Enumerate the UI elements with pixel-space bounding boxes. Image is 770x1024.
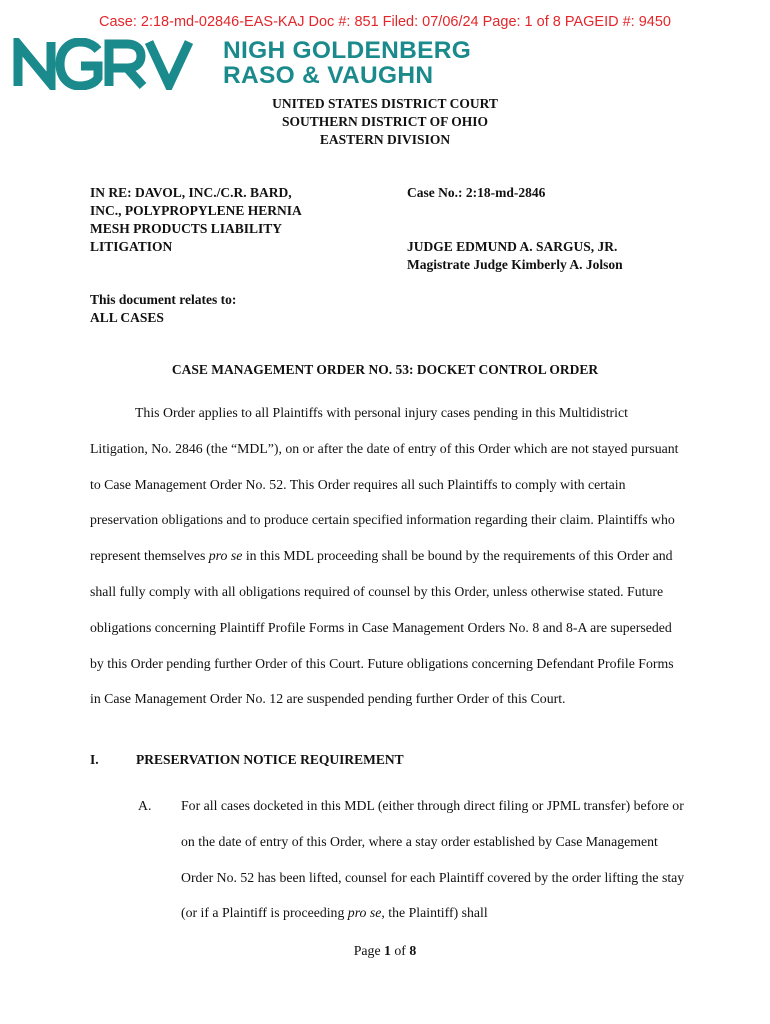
case-number: Case No.: 2:18-md-2846 [407, 185, 546, 200]
firm-name [223, 38, 471, 88]
page-of: of [390, 943, 410, 958]
caption-line: IN RE: DAVOL, INC./C.R. BARD, [90, 185, 292, 200]
section-number: I. [90, 752, 99, 767]
order-title [0, 362, 770, 378]
page-number: 1 [384, 943, 391, 958]
firm-name-line-1: NIGH GOLDENBERG [223, 37, 472, 64]
case-header-stamp: Case: 2:18-md-02846-EAS-KAJ Doc #: 851 Filed: 07/06/24 Page: 1 of 8 PAGEID #: 9450 [98, 14, 671, 30]
relates-value: ALL CASES [90, 310, 164, 325]
firm-logo [13, 38, 513, 90]
order-title-text: CASE MANAGEMENT ORDER NO. 53: DOCKET CONTROL ORDER [171, 362, 599, 377]
page-prefix: Page [353, 943, 385, 958]
document-relates-to [90, 291, 236, 327]
pro-se-term: pro se [347, 905, 382, 921]
magistrate-judge-name: Magistrate Judge Kimberly A. Jolson [407, 257, 623, 272]
intro-paragraph [90, 395, 685, 717]
paragraph-a-part-2: , the Plaintiff) shall [381, 905, 488, 921]
page-footer [0, 943, 770, 959]
paragraph-label: A. [138, 798, 152, 813]
pro-se-term: pro se [208, 548, 243, 564]
caption-line: MESH PRODUCTS LIABILITY [90, 221, 283, 236]
court-line-1: UNITED STATES DISTRICT COURT [272, 96, 498, 111]
caption-line: LITIGATION [90, 239, 173, 254]
section-heading [90, 752, 404, 768]
section-title: PRESERVATION NOTICE REQUIREMENT [136, 752, 404, 767]
page-total: 8 [409, 943, 417, 958]
case-info [407, 184, 623, 274]
intro-text-part-2: in this MDL proceeding shall be bound by the requirements of this Order and shall fully comply with all obligations required of counsel by this Order, unless otherwise stated. Future obligations concerning Plaintiff Profile Forms in Case Management Orders No. 8 and 8-A are superseded by this Order pending further Order of this Court. Future obligations concerning Defendant Profile Forms in Case Management Order No. 12 are suspended pending further Order of this Court. [90, 548, 674, 707]
court-line-3: EASTERN DIVISION [319, 132, 451, 147]
relates-label: This document relates to: [90, 292, 237, 307]
judge-name: JUDGE EDMUND A. SARGUS, JR. [407, 239, 618, 254]
paragraph-a [90, 788, 685, 931]
court-heading [0, 95, 770, 149]
caption-line: INC., POLYPROPYLENE HERNIA [90, 203, 302, 218]
paragraph-a-text [181, 788, 685, 931]
case-caption [90, 184, 302, 256]
intro-text-part-1: This Order applies to all Plaintiffs with personal injury cases pending in this Multidistrict Litigation, No. 2846 (the “MDL”), on or after the date of entry of this Order which are not stayed pursuant to Case Management Order No. 52. This Order requires all such Plaintiffs to comply with certain preservation obligations and to produce certain specified information regarding their claim. Plaintiffs who represent themselves [90, 405, 679, 564]
firm-name-line-2: RASO & VAUGHN [223, 62, 434, 89]
ngrv-logo-mark [13, 38, 193, 90]
paragraph-a-part-1: For all cases docketed in this MDL (either through direct filing or JPML transfer) before or on the date of entry of this Order, where a stay order established by Case Management Order No. 52 has been lifted, counsel for each Plaintiff covered by the order lifting the stay (or if a Plaintiff is proceeding [181, 798, 685, 921]
court-line-2: SOUTHERN DISTRICT OF OHIO [282, 114, 488, 129]
